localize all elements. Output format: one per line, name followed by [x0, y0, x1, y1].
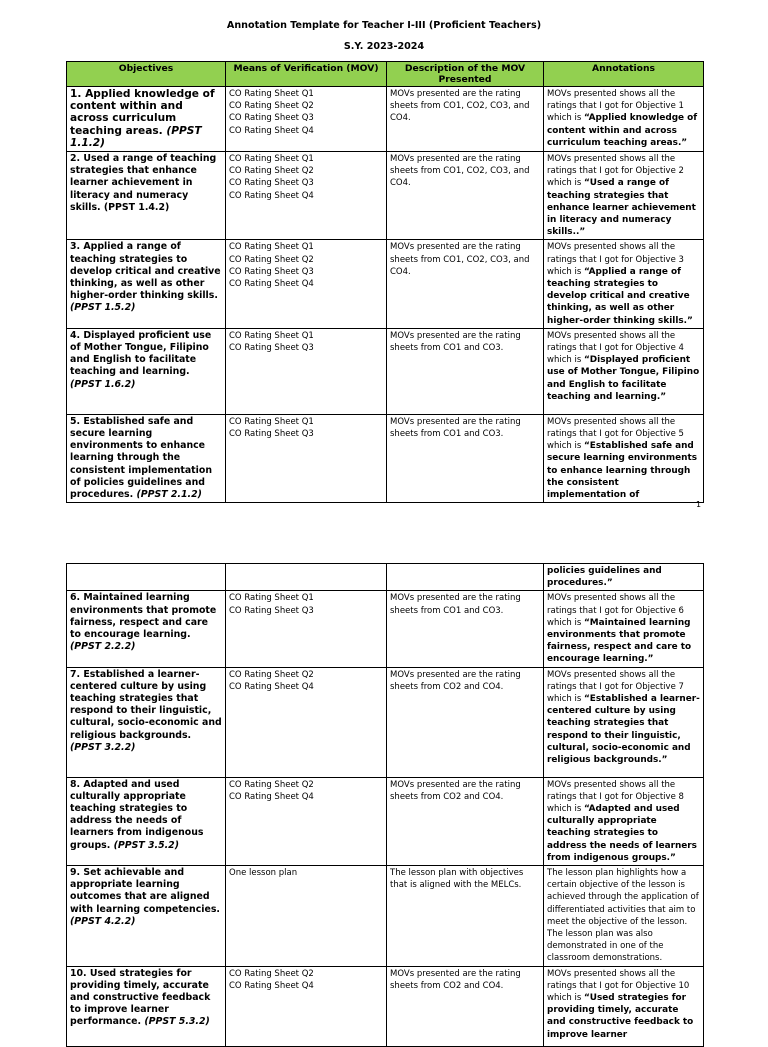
table-row: [67, 866, 704, 967]
objective-cell: 9. Set achievable and appropriate learning outcomes that are aligned with learning competencies. (PPST 4.2.2): [67, 866, 226, 967]
mov-cell: CO Rating Sheet Q1 CO Rating Sheet Q3: [226, 328, 387, 414]
annotation-cell: MOVs presented shows all the ratings that I got for Objective 5 which is “Established safe and secure learning environments to enhance learning through the consistent implementation of: [544, 414, 704, 502]
header-objectives: Objectives: [67, 62, 226, 87]
header-annotations: Annotations: [544, 62, 704, 87]
table-row: [67, 591, 704, 667]
objective-cell: 2. Used a range of teaching strategies that enhance learner achievement in literacy and numeracy skills. (PPST 1.4.2): [67, 152, 226, 240]
annotation-cell: The lesson plan highlights how a certain objective of the lesson is achieved through the application of differentiated activities that aim to meet the objective of the lesson. The lesson plan was also demonstrated in one of the classroom demonstrations.: [544, 866, 704, 967]
annotation-cell: policies guidelines and procedures.”: [544, 564, 704, 591]
table-row: [67, 414, 704, 502]
description-cell: MOVs presented are the rating sheets from CO1, CO2, CO3, and CO4.: [387, 87, 544, 152]
annotation-cell: MOVs presented shows all the ratings that I got for Objective 2 which is “Used a range of teaching strategies that enhance learner achievement in literacy and numeracy skills..”: [544, 152, 704, 240]
mov-cell: CO Rating Sheet Q2 CO Rating Sheet Q4: [226, 966, 387, 1046]
page-number: 1: [696, 500, 702, 509]
objective-cell: 8. Adapted and used culturally appropriate teaching strategies to address the needs of learners from indigenous groups. (PPST 3.5.2): [67, 777, 226, 865]
table-row: [67, 240, 704, 328]
table-row: [67, 777, 704, 865]
objective-cell: 4. Displayed proficient use of Mother Tongue, Filipino and English to facilitate teaching and learning. (PPST 1.6.2): [67, 328, 226, 414]
mov-cell: CO Rating Sheet Q1 CO Rating Sheet Q3: [226, 591, 387, 667]
mov-cell: CO Rating Sheet Q2 CO Rating Sheet Q4: [226, 667, 387, 777]
mov-cell: [226, 564, 387, 591]
document-title: Annotation Template for Teacher I-III (Proficient Teachers): [226, 20, 542, 31]
mov-cell: CO Rating Sheet Q1 CO Rating Sheet Q2 CO Rating Sheet Q3 CO Rating Sheet Q4: [226, 87, 387, 152]
mov-cell: One lesson plan: [226, 866, 387, 967]
mov-cell: CO Rating Sheet Q1 CO Rating Sheet Q3: [226, 414, 387, 502]
description-cell: MOVs presented are the rating sheets from CO1 and CO3.: [387, 328, 544, 414]
school-year: S.Y. 2023-2024: [343, 41, 425, 52]
annotation-cell: MOVs presented shows all the ratings that I got for Objective 7 which is “Established a learner-centered culture by using teaching strategies that respond to their linguistic, cultural, socio-economic and religious backgrounds.”: [544, 667, 704, 777]
description-cell: MOVs presented are the rating sheets from CO1 and CO3.: [387, 414, 544, 502]
annotation-cell: MOVs presented shows all the ratings that I got for Objective 1 which is “Applied knowledge of content within and across curriculum teaching areas.”: [544, 87, 704, 152]
description-cell: MOVs presented are the rating sheets from CO2 and CO4.: [387, 777, 544, 865]
table-row: [67, 152, 704, 240]
table-row: [67, 667, 704, 777]
description-cell: The lesson plan with objectives that is aligned with the MELCs.: [387, 866, 544, 967]
mov-cell: CO Rating Sheet Q1 CO Rating Sheet Q2 CO Rating Sheet Q3 CO Rating Sheet Q4: [226, 152, 387, 240]
annotation-table-page1: [66, 61, 704, 503]
description-cell: [387, 564, 544, 591]
table-row-continuation: [67, 564, 704, 591]
table-row: [67, 87, 704, 152]
objective-cell: 3. Applied a range of teaching strategies to develop critical and creative thinking, as well as other higher-order thinking skills. (PPST 1.5.2): [67, 240, 226, 328]
description-cell: MOVs presented are the rating sheets from CO1 and CO3.: [387, 591, 544, 667]
objective-cell: [67, 564, 226, 591]
annotation-table-page2: [66, 563, 704, 1047]
header-mov: Means of Verification (MOV): [226, 62, 387, 87]
annotation-cell: MOVs presented shows all the ratings that I got for Objective 3 which is “Applied a range of teaching strategies to develop critical and creative thinking, as well as other higher-order thinking skills.”: [544, 240, 704, 328]
mov-cell: CO Rating Sheet Q1 CO Rating Sheet Q2 CO Rating Sheet Q3 CO Rating Sheet Q4: [226, 240, 387, 328]
objective-cell: 7. Established a learner-centered culture by using teaching strategies that respond to their linguistic, cultural, socio-economic and religious backgrounds. (PPST 3.2.2): [67, 667, 226, 777]
objective-cell: 1. Applied knowledge of content within and across curriculum teaching areas. (PPST 1.1.2): [67, 87, 226, 152]
description-cell: MOVs presented are the rating sheets from CO2 and CO4.: [387, 966, 544, 1046]
annotation-cell: MOVs presented shows all the ratings that I got for Objective 10 which is “Used strategies for providing timely, accurate and constructive feedback to improve learner: [544, 966, 704, 1046]
header-description: Description of the MOV Presented: [387, 62, 544, 87]
description-cell: MOVs presented are the rating sheets from CO2 and CO4.: [387, 667, 544, 777]
annotation-cell: MOVs presented shows all the ratings that I got for Objective 4 which is “Displayed proficient use of Mother Tongue, Filipino and English to facilitate teaching and learning.”: [544, 328, 704, 414]
table-row: [67, 328, 704, 414]
table-row: [67, 966, 704, 1046]
objective-cell: 5. Established safe and secure learning environments to enhance learning through the consistent implementation of policies guidelines and procedures. (PPST 2.1.2): [67, 414, 226, 502]
objective-cell: 10. Used strategies for providing timely, accurate and constructive feedback to improve learner performance. (PPST 5.3.2): [67, 966, 226, 1046]
description-cell: MOVs presented are the rating sheets from CO1, CO2, CO3, and CO4.: [387, 152, 544, 240]
annotation-cell: MOVs presented shows all the ratings that I got for Objective 8 which is “Adapted and used culturally appropriate teaching strategies to address the needs of learners from indigenous groups.”: [544, 777, 704, 865]
objective-cell: 6. Maintained learning environments that promote fairness, respect and care to encourage learning. (PPST 2.2.2): [67, 591, 226, 667]
annotation-cell: MOVs presented shows all the ratings that I got for Objective 6 which is “Maintained learning environments that promote fairness, respect and care to encourage learning.”: [544, 591, 704, 667]
mov-cell: CO Rating Sheet Q2 CO Rating Sheet Q4: [226, 777, 387, 865]
description-cell: MOVs presented are the rating sheets from CO1, CO2, CO3, and CO4.: [387, 240, 544, 328]
